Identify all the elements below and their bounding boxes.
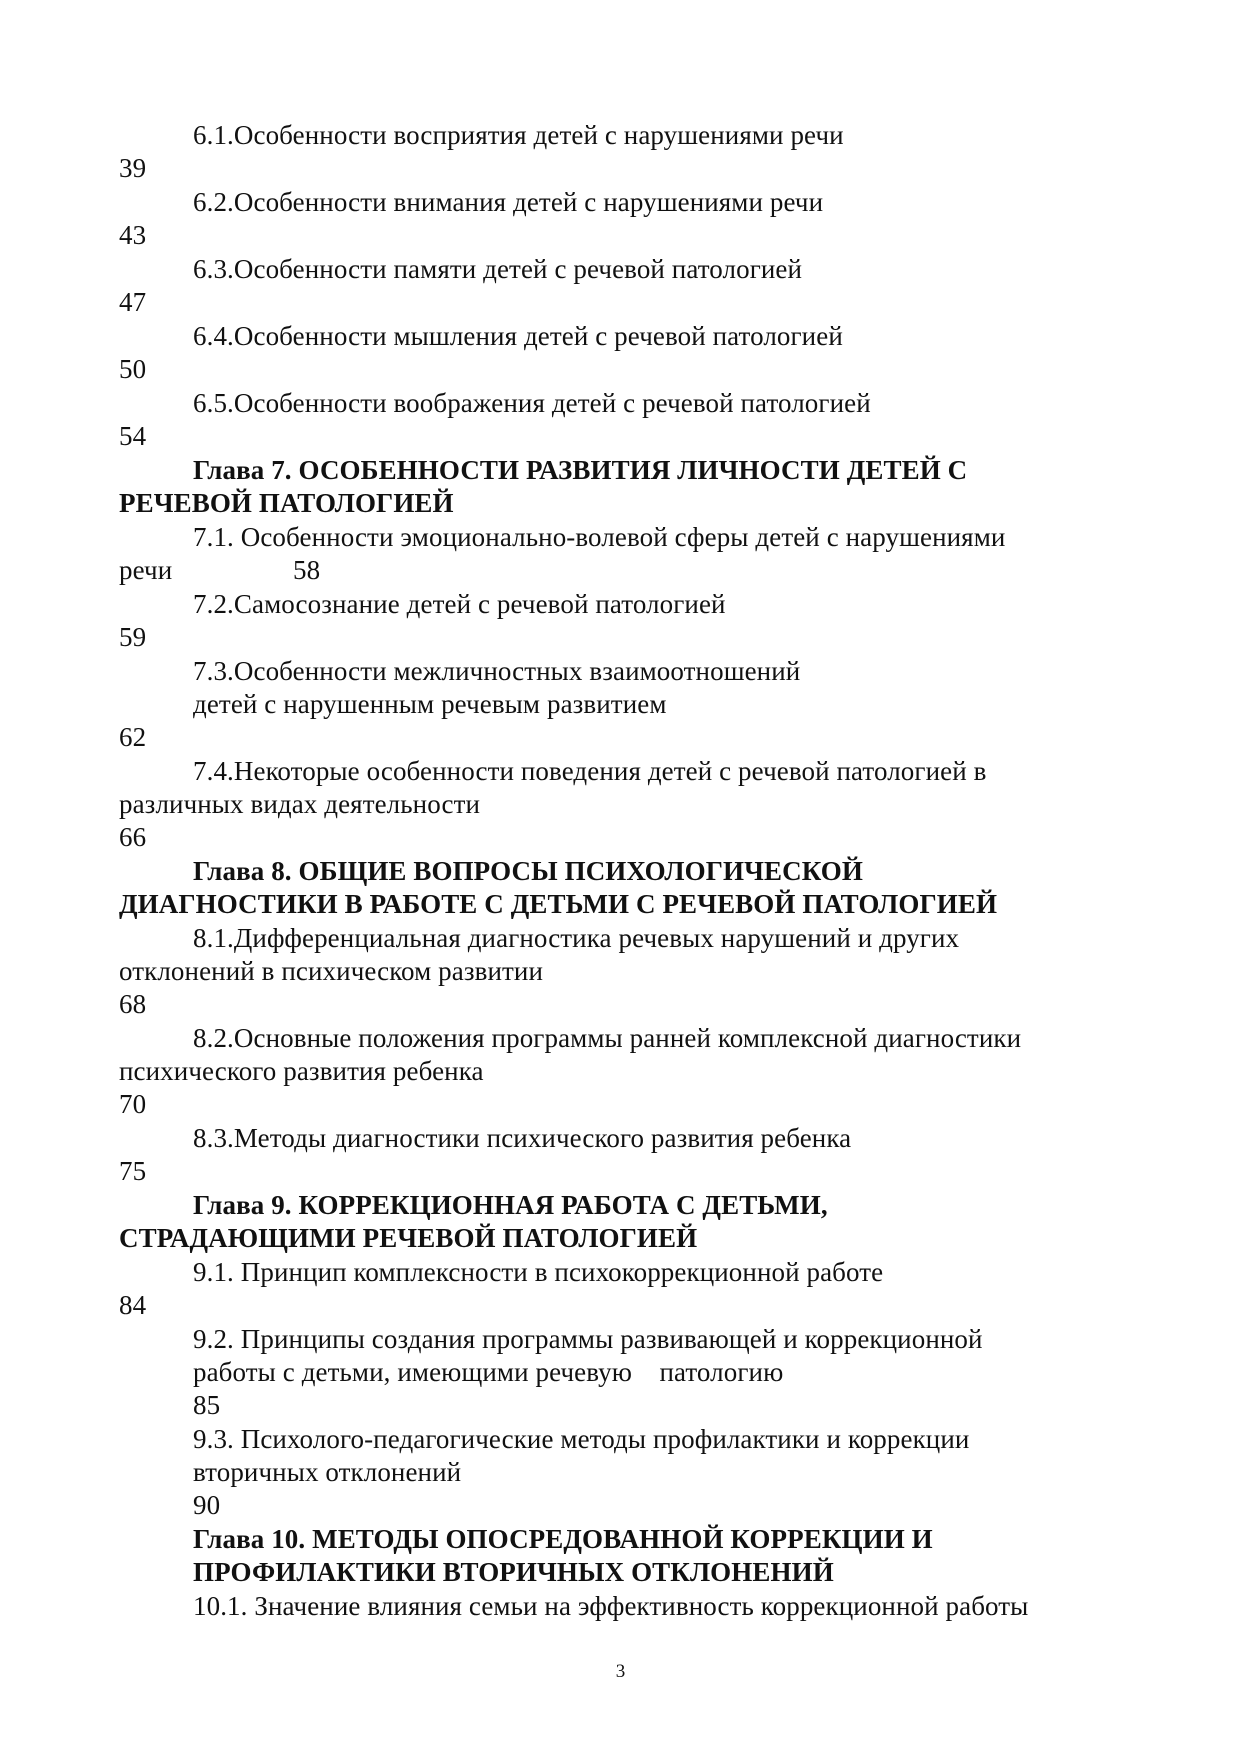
toc-entry-7-1-title-cont: речи (119, 555, 173, 585)
toc-entry-8-3-title: 8.3.Методы диагностики психического развития ребенка (193, 1123, 852, 1153)
toc-entry-6-3-title: 6.3.Особенности памяти детей с речевой патологией (193, 254, 803, 284)
toc-entry-7-4-title-cont: различных видах деятельности (119, 789, 481, 819)
toc-entry-6-4-title: 6.4.Особенности мышления детей с речевой патологией (193, 321, 843, 351)
toc-chapter-9-heading-line2: СТРАДАЮЩИМИ РЕЧЕВОЙ ПАТОЛОГИЕЙ (119, 1223, 698, 1253)
toc-chapter-9-heading-line1: Глава 9. КОРРЕКЦИОННАЯ РАБОТА С ДЕТЬМИ, (193, 1190, 828, 1220)
toc-entry-9-3-page: 90 (193, 1490, 221, 1520)
toc-entry-7-4-page: 66 (119, 822, 147, 852)
toc-entry-9-1-page: 84 (119, 1290, 147, 1320)
toc-chapter-8-heading-line1: Глава 8. ОБЩИЕ ВОПРОСЫ ПСИХОЛОГИЧЕСКОЙ (193, 856, 863, 886)
toc-entry-9-1-title: 9.1. Принцип комплексности в психокоррекционной работе (193, 1257, 884, 1287)
toc-entry-6-2-page: 43 (119, 220, 147, 250)
toc-entry-7-2-title: 7.2.Самосознание детей с речевой патологией (193, 589, 726, 619)
toc-entry-6-3-page: 47 (119, 287, 147, 317)
toc-entry-7-3-title: 7.3.Особенности межличностных взаимоотношений (193, 656, 801, 686)
toc-entry-6-1-title: 6.1.Особенности восприятия детей с нарушениями речи (193, 120, 844, 150)
toc-entry-7-1-title: 7.1. Особенности эмоционально-волевой сферы детей с нарушениями (193, 522, 1006, 552)
toc-chapter-10-heading-line2: ПРОФИЛАКТИКИ ВТОРИЧНЫХ ОТКЛОНЕНИЙ (193, 1557, 834, 1587)
toc-entry-8-2-page: 70 (119, 1089, 147, 1119)
toc-entry-6-4-page: 50 (119, 354, 147, 384)
toc-entry-7-2-page: 59 (119, 622, 147, 652)
toc-entry-9-3-title-cont: вторичных отклонений (193, 1457, 462, 1487)
toc-entry-8-1-title-cont: отклонений в психическом развитии (119, 956, 544, 986)
toc-chapter-7-heading-line2: РЕЧЕВОЙ ПАТОЛОГИЕЙ (119, 488, 454, 518)
toc-chapter-10-heading-line1: Глава 10. МЕТОДЫ ОПОСРЕДОВАННОЙ КОРРЕКЦИИ И (193, 1524, 933, 1554)
toc-entry-6-5-page: 54 (119, 421, 147, 451)
toc-entry-9-2-title-cont: работы с детьми, имеющими речевую патологию (193, 1357, 784, 1387)
page-number: 3 (615, 1661, 626, 1682)
toc-entry-6-1-page: 39 (119, 153, 147, 183)
toc-entry-6-2-title: 6.2.Особенности внимания детей с нарушениями речи (193, 187, 824, 217)
toc-entry-7-4-title: 7.4.Некоторые особенности поведения детей с речевой патологией в (193, 756, 987, 786)
toc-entry-10-1-title: 10.1. Значение влияния семьи на эффективность коррекционной работы (193, 1591, 1029, 1621)
toc-entry-6-5-title: 6.5.Особенности воображения детей с речевой патологией (193, 388, 871, 418)
toc-entry-8-1-title: 8.1.Дифференциальная диагностика речевых нарушений и других (193, 923, 960, 953)
toc-entry-8-2-title: 8.2.Основные положения программы ранней комплексной диагностики (193, 1023, 1022, 1053)
toc-entry-8-3-page: 75 (119, 1156, 147, 1186)
toc-chapter-7-heading-line1: Глава 7. ОСОБЕННОСТИ РАЗВИТИЯ ЛИЧНОСТИ ДЕТЕЙ С (193, 455, 968, 485)
toc-entry-7-3-title-cont: детей с нарушенным речевым развитием (193, 689, 667, 719)
toc-entry-7-1-page: 58 (293, 555, 321, 585)
toc-chapter-8-heading-line2: ДИАГНОСТИКИ В РАБОТЕ С ДЕТЬМИ С РЕЧЕВОЙ ПАТОЛОГИЕЙ (119, 889, 998, 919)
toc-entry-9-2-title: 9.2. Принципы создания программы развивающей и коррекционной (193, 1324, 983, 1354)
toc-entry-8-2-title-cont: психического развития ребенка (119, 1056, 484, 1086)
toc-entry-9-2-page: 85 (193, 1390, 221, 1420)
toc-entry-9-3-title: 9.3. Психолого-педагогические методы профилактики и коррекции (193, 1424, 970, 1454)
toc-entry-7-3-page: 62 (119, 722, 147, 752)
toc-entry-8-1-page: 68 (119, 989, 147, 1019)
